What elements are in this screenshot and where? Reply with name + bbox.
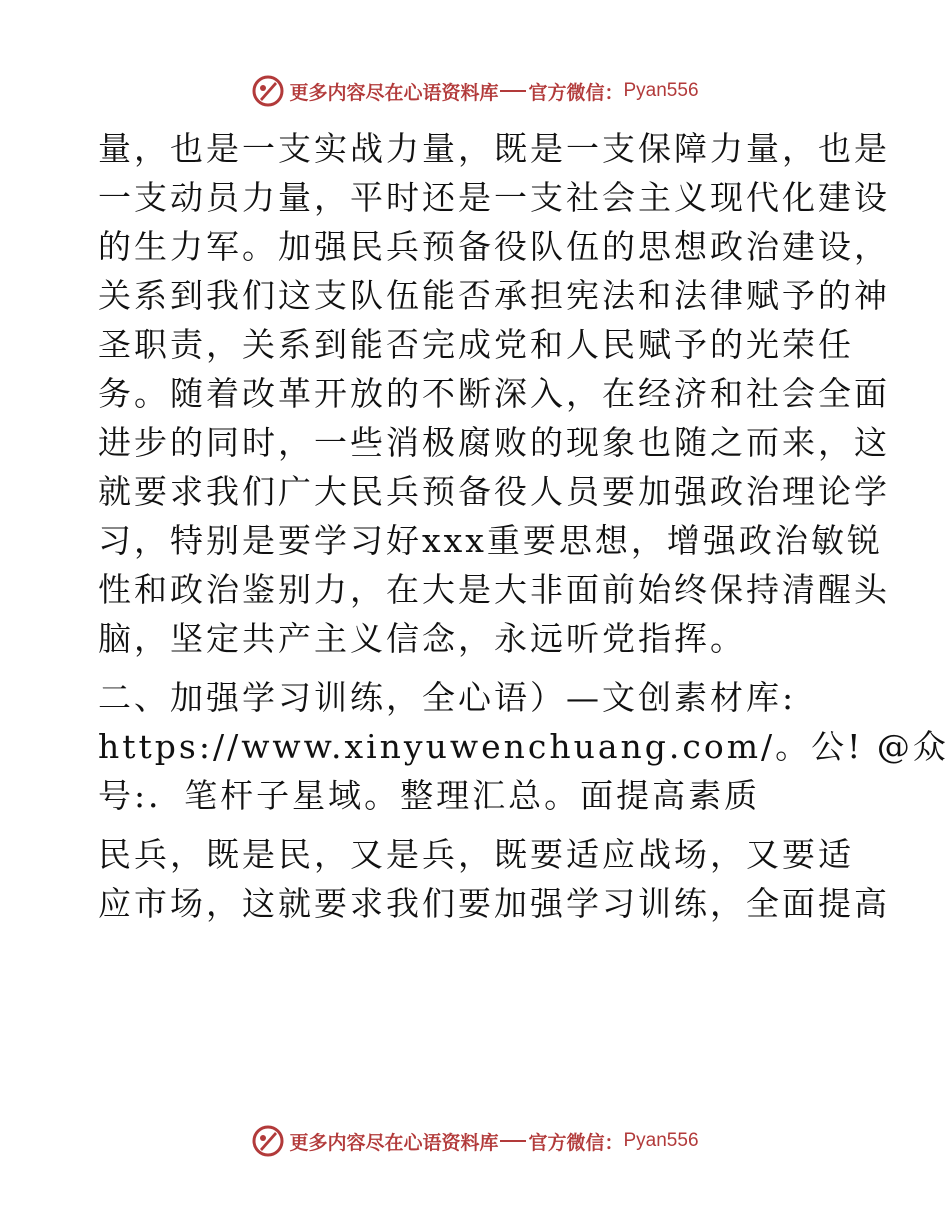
- quill-logo-icon: [251, 74, 285, 108]
- text-line: 圣职责，关系到能否完成党和人民赋予的光荣任: [98, 325, 854, 364]
- text-line: 民兵，既是民，又是兵，既要适应战场，又要适: [98, 835, 854, 874]
- banner-title: 更多内容尽在心语资料库: [289, 1131, 499, 1154]
- header-banner: [0, 71, 950, 111]
- banner-divider: [500, 1140, 526, 1142]
- text-line: 量，也是一支实战力量，既是一支保障力量，也是: [98, 129, 890, 168]
- document-body: [98, 124, 949, 928]
- banner-wechat-label: 官方微信：: [528, 81, 624, 104]
- url-line: https://www.xinyuwenchuang.com/。公! @众: [98, 727, 949, 766]
- text-line: 就要求我们广大民兵预备役人员要加强政治理论学: [98, 472, 890, 511]
- banner-wechat-id: Pyan556: [623, 1130, 699, 1151]
- banner-title: 更多内容尽在心语资料库: [289, 81, 499, 104]
- text-line: 关系到我们这支队伍能否承担宪法和法律赋予的神: [98, 276, 890, 315]
- paragraph-3: [98, 830, 890, 928]
- text-line: 务。随着改革开放的不断深入，在经济和社会全面: [98, 374, 890, 413]
- text-line: 应市场，这就要求我们要加强学习训练，全面提高: [98, 884, 890, 923]
- text-line: 的生力军。加强民兵预备役队伍的思想政治建设，: [98, 227, 890, 266]
- text-line: 进步的同时，一些消极腐败的现象也随之而来，这: [98, 423, 890, 462]
- text-line: 一支动员力量，平时还是一支社会主义现代化建设: [98, 178, 890, 217]
- paragraph-2: [98, 673, 949, 820]
- text-line: 性和政治鉴别力，在大是大非面前始终保持清醒头: [98, 570, 890, 609]
- footer-banner: [0, 1121, 950, 1161]
- paragraph-1: [98, 124, 890, 663]
- text-line: 脑，坚定共产主义信念，永远听党指挥。: [98, 619, 746, 658]
- section-heading-line: 二、加强学习训练，全心语）—文创素材库:: [98, 678, 797, 717]
- banner-divider: [500, 90, 526, 92]
- text-line: 习，特别是要学习好xxx重要思想，增强政治敏锐: [98, 521, 883, 560]
- text-line: 号:．笔杆子星域。整理汇总。面提高素质: [98, 776, 761, 815]
- quill-logo-icon: [251, 1124, 285, 1158]
- banner-wechat-label: 官方微信：: [528, 1131, 624, 1154]
- banner-wechat-id: Pyan556: [623, 80, 699, 101]
